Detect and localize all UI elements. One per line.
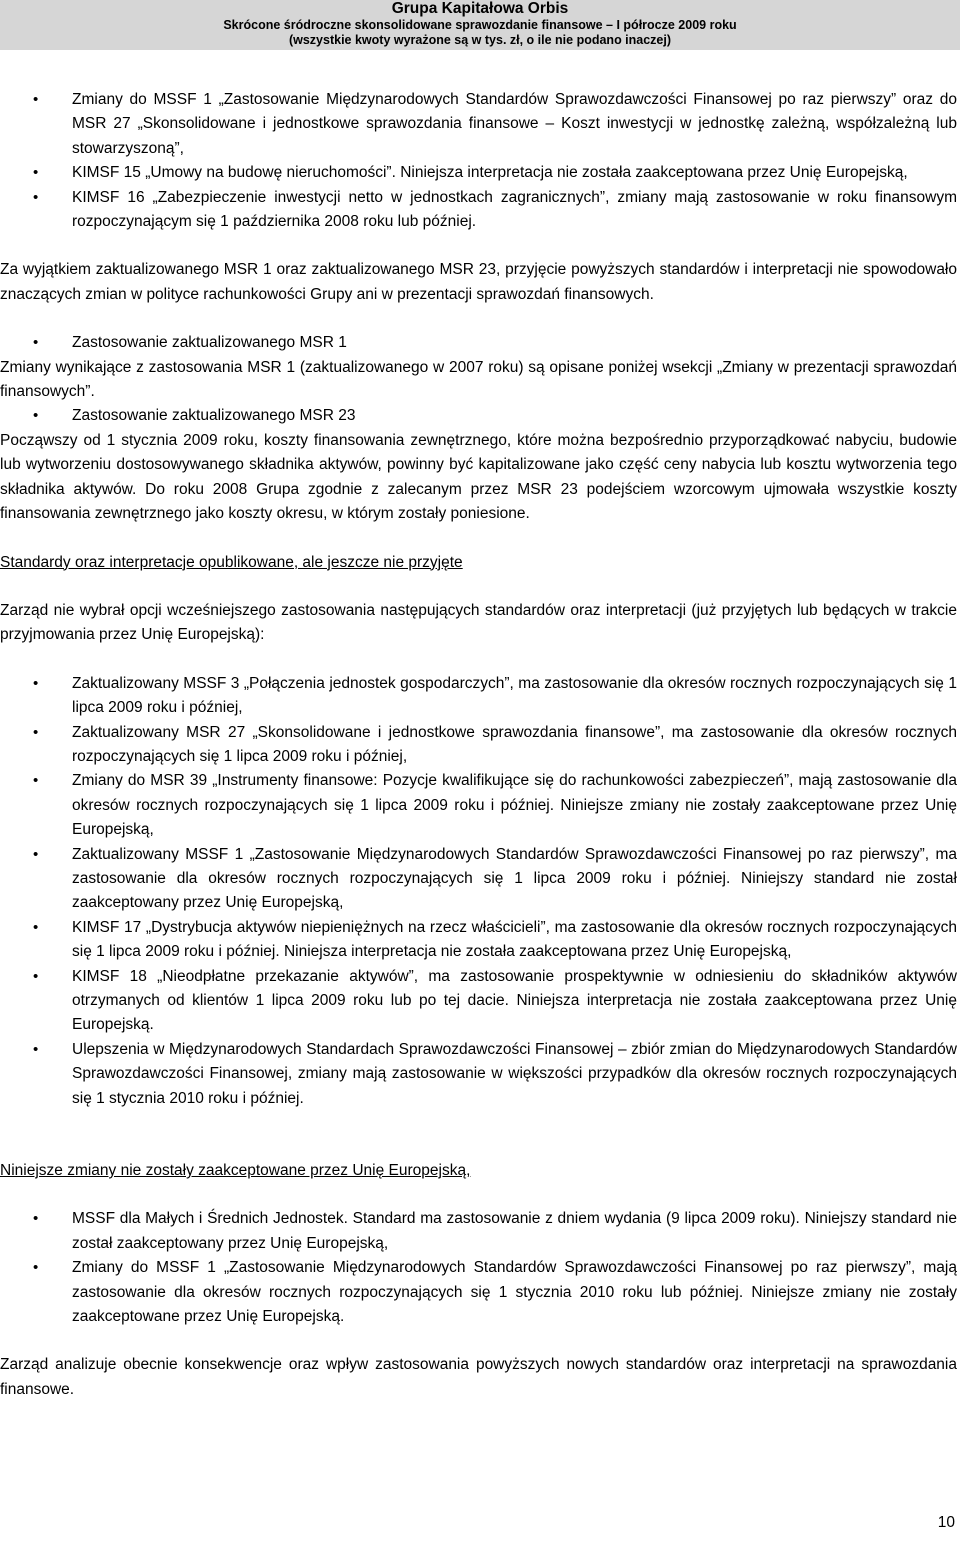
list-item: • Zaktualizowany MSR 27 „Skonsolidowane i jednostkowe sprawozdania finansowe”, ma zastosowanie dla okresów rocznych rozpoczynających się 1 lipca 2009 roku i później, — [0, 721, 957, 770]
msr23-bullet-list — [0, 404, 957, 428]
bullet-icon: • — [33, 164, 39, 182]
pending-standards-list — [0, 672, 957, 1111]
bullet-icon: • — [33, 407, 39, 425]
bullet-icon: • — [33, 918, 39, 936]
list-item: • KIMSF 16 „Zabezpieczenie inwestycji netto w jednostkach zagranicznych”, zmiany mają zastosowanie w roku finansowym rozpoczynającym się 1 października 2008 roku lub później. — [0, 186, 957, 235]
paragraph-board: Zarząd nie wybrał opcji wcześniejszego zastosowania następujących standardów oraz interpretacji (już przyjętych lub będących w trakcie przyjmowania przez Unię Europejską): — [0, 601, 957, 644]
list-item: • Zmiany do MSSF 1 „Zastosowanie Międzynarodowych Standardów Sprawozdawczości Finansowej po raz pierwszy” oraz do MSR 27 „Skonsolidowane i jednostkowe sprawozdania finansowe – Koszt inwestycji w jednostkę zależną, współzależną lub stowarzyszoną”, — [0, 88, 957, 161]
paragraph-exceptions: Za wyjątkiem zaktualizowanego MSR 1 oraz zaktualizowanego MSR 23, przyjęcie powyższych standardów i interpretacji nie spowodowało znaczących zmian w polityce rachunkowości Grupy ani w prezentacji sprawozdań finansowych. — [0, 261, 957, 303]
page-number: 10 — [937, 1514, 955, 1531]
bullet-icon: • — [33, 188, 39, 206]
amount-note: (wszystkie kwoty wyrażone są w tys. zł, o ile nie podano inaczej) — [288, 33, 672, 47]
paragraph-final: Zarząd analizuje obecnie konsekwencje oraz wpływ zastosowania powyższych nowych standardów oraz interpretacji na sprawozdania finansowe. — [0, 1356, 957, 1398]
msr1-bullet-list — [0, 331, 957, 355]
bullet-icon: • — [33, 845, 39, 863]
bullet-icon: • — [33, 1210, 39, 1228]
document-body — [0, 88, 957, 1402]
page-header — [0, 0, 960, 50]
section-heading-not-accepted: Niniejsze zmiany nie zostały zaakceptowane przez Unię Europejską, — [0, 1162, 471, 1180]
bullet-icon: • — [33, 91, 39, 108]
list-item: • KIMSF 17 „Dystrybucja aktywów niepieniężnych na rzecz właścicieli”, ma zastosowanie dla okresów rocznych rozpoczynających się 1 lipca 2009 roku i później. Niniejsza interpretacja nie została zaakceptowana przez Unię Europejską, — [0, 916, 957, 965]
bullet-icon: • — [33, 674, 39, 692]
bullet-icon: • — [33, 967, 39, 985]
bullet-icon: • — [33, 334, 39, 352]
list-item: • Zaktualizowany MSSF 1 „Zastosowanie Międzynarodowych Standardów Sprawozdawczości Finansowej po raz pierwszy”, ma zastosowanie dla okresów rocznych rozpoczynających się 1 lipca 2009 roku i później. Niniejszy standard nie został zaakceptowany przez Unię Europejską, — [0, 843, 957, 916]
report-title: Skrócone śródroczne skonsolidowane sprawozdanie finansowe – I półrocze 2009 roku — [223, 18, 737, 32]
paragraph-msr23: Począwszy od 1 stycznia 2009 roku, koszty finansowania zewnętrznego, które można bezpośrednio przyporządkować nabyciu, budowie lub wytworzeniu dostosowywanego składnika aktywów, powinny być kapitalizowane jako część ceny nabycia lub kosztu wytworzenia tego składnika aktywów. Do roku 2008 Grupa zgodnie z zalecanym przez MSR 23 podejściem wzorcowym ujmowała wszystkie koszty finansowania zewnętrznego jako koszty okresu, w którym zostały poniesione. — [0, 431, 957, 523]
list-item: • KIMSF 15 „Umowy na budowę nieruchomości”. Niniejsza interpretacja nie została zaakceptowana przez Unię Europejską, — [0, 161, 957, 185]
list-item: • Ulepszenia w Międzynarodowych Standardach Sprawozdawczości Finansowej – zbiór zmian do Międzynarodowych Standardów Sprawozdawczości Finansowej, zmiany mają zastosowanie w większości przypadków dla okresów rocznych rozpoczynających się 1 stycznia 2010 roku i później. — [0, 1038, 957, 1111]
list-item: • Zmiany do MSR 39 „Instrumenty finansowe: Pozycje kwalifikujące się do rachunkowości zabezpieczeń”, mają zastosowanie dla okresów rocznych rozpoczynających się 1 lipca 2009 roku i później. Niniejsze zmiany nie zostały zaakceptowane przez Unię Europejską, — [0, 769, 957, 842]
list-item: • Zastosowanie zaktualizowanego MSR 1 — [0, 331, 957, 355]
applied-standards-list — [0, 88, 957, 234]
bullet-icon: • — [33, 772, 39, 790]
bullet-icon: • — [33, 1040, 39, 1058]
list-item: • MSSF dla Małych i Średnich Jednostek. Standard ma zastosowanie z dniem wydania (9 lipca 2009 roku). Niniejszy standard nie został zaakceptowany przez Unię Europejską, — [0, 1207, 957, 1256]
bullet-icon: • — [33, 1259, 39, 1277]
list-item: • Zmiany do MSSF 1 „Zastosowanie Międzynarodowych Standardów Sprawozdawczości Finansowej po raz pierwszy”, mają zastosowanie dla okresów rocznych rozpoczynających się 1 stycznia 2010 roku lub później. Niniejsze zmiany nie zostały zaakceptowane przez Unię Europejską. — [0, 1256, 957, 1329]
bullet-icon: • — [33, 723, 39, 741]
list-item: • KIMSF 18 „Nieodpłatne przekazanie aktywów”, ma zastosowanie prospektywnie w odniesieniu do składników aktywów otrzymanych od klientów 1 lipca 2009 roku lub po tej dacie. Niniejsza interpretacja nie została zaakceptowana przez Unię Europejską. — [0, 965, 957, 1038]
paragraph-msr1: Zmiany wynikające z zastosowania MSR 1 (zaktualizowanego w 2007 roku) są opisane poniżej wsekcji „Zmiany w prezentacji sprawozdań finansowych”. — [0, 358, 957, 401]
list-item: • Zastosowanie zaktualizowanego MSR 23 — [0, 404, 957, 428]
list-item: • Zaktualizowany MSSF 3 „Połączenia jednostek gospodarczych”, ma zastosowanie dla okresów rocznych rozpoczynających się 1 lipca 2009 roku i później, — [0, 672, 957, 721]
company-name: Grupa Kapitałowa Orbis — [391, 0, 569, 17]
not-accepted-list — [0, 1207, 957, 1329]
section-heading-standards: Standardy oraz interpretacje opublikowane, ale jeszcze nie przyjęte — [0, 553, 463, 571]
